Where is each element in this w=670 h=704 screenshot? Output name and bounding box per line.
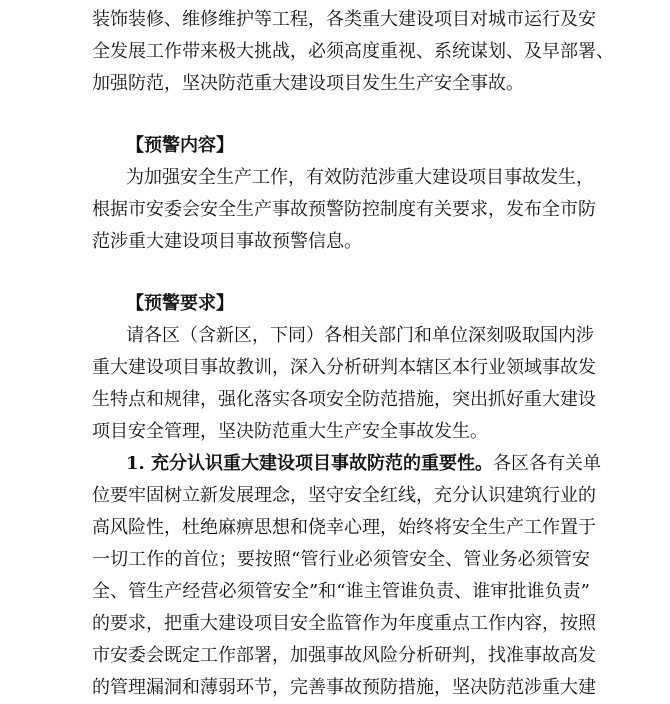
paragraph-line: 生特点和规律，强化落实各项安全防范措施，突出抓好重大建设 xyxy=(92,389,596,410)
paragraph-line: 重大建设项目事故教训，深入分析研判本辖区本行业领域事故发 xyxy=(92,357,596,378)
paragraph-line: 项目安全管理，坚决防范重大生产安全事故发生。 xyxy=(92,421,488,442)
paragraph-line: 请各区（含新区，下同）各相关部门和单位深刻吸取国内涉 xyxy=(126,325,594,346)
paragraph-line: 全、管生产经营必须管安全”和“谁主管谁负责、谁审批谁负责” xyxy=(92,581,590,602)
list-item-1-title: 1. 充分认识重大建设项目事故防范的重要性。 xyxy=(126,453,494,474)
paragraph-line: 市安委会既定工作部署，加强事故风险分析研判，找准事故高发 xyxy=(92,645,596,666)
section-heading-warning-content: 【预警内容】 xyxy=(126,135,234,156)
paragraph-line: 的要求，把重大建设项目安全监管作为年度重点工作内容，按照 xyxy=(92,613,596,634)
paragraph-line: 的管理漏洞和薄弱环节，完善事故预防措施，坚决防范涉重大建 xyxy=(92,677,596,698)
section-heading-warning-requirements: 【预警要求】 xyxy=(126,293,234,314)
paragraph-line: 一切工作的首位；要按照“管行业必须管安全、管业务必须管安 xyxy=(92,549,590,570)
paragraph-line: 全发展工作带来极大挑战，必须高度重视、系统谋划、及早部署、 xyxy=(92,41,614,62)
paragraph-line: 装饰装修、维修维护等工程，各类重大建设项目对城市运行及安 xyxy=(92,9,596,30)
paragraph-line: 高风险性，杜绝麻痹思想和侥幸心理，始终将安全生产工作置于 xyxy=(92,517,596,538)
list-item-1-first-line xyxy=(126,448,602,480)
paragraph-line: 位要牢固树立新发展理念，坚守安全红线，充分认识建筑行业的 xyxy=(92,485,596,506)
paragraph-line: 范涉重大建设项目事故预警信息。 xyxy=(92,231,362,252)
paragraph-line: 根据市安委会安全生产事故预警防控制度有关要求，发布全市防 xyxy=(92,199,596,220)
paragraph-line: 加强防范，坚决防范重大建设项目发生生产安全事故。 xyxy=(92,73,524,94)
paragraph-line: 为加强安全生产工作，有效防范涉重大建设项目事故发生， xyxy=(126,167,594,188)
list-item-1-lead: 各区各有关单 xyxy=(493,453,602,474)
